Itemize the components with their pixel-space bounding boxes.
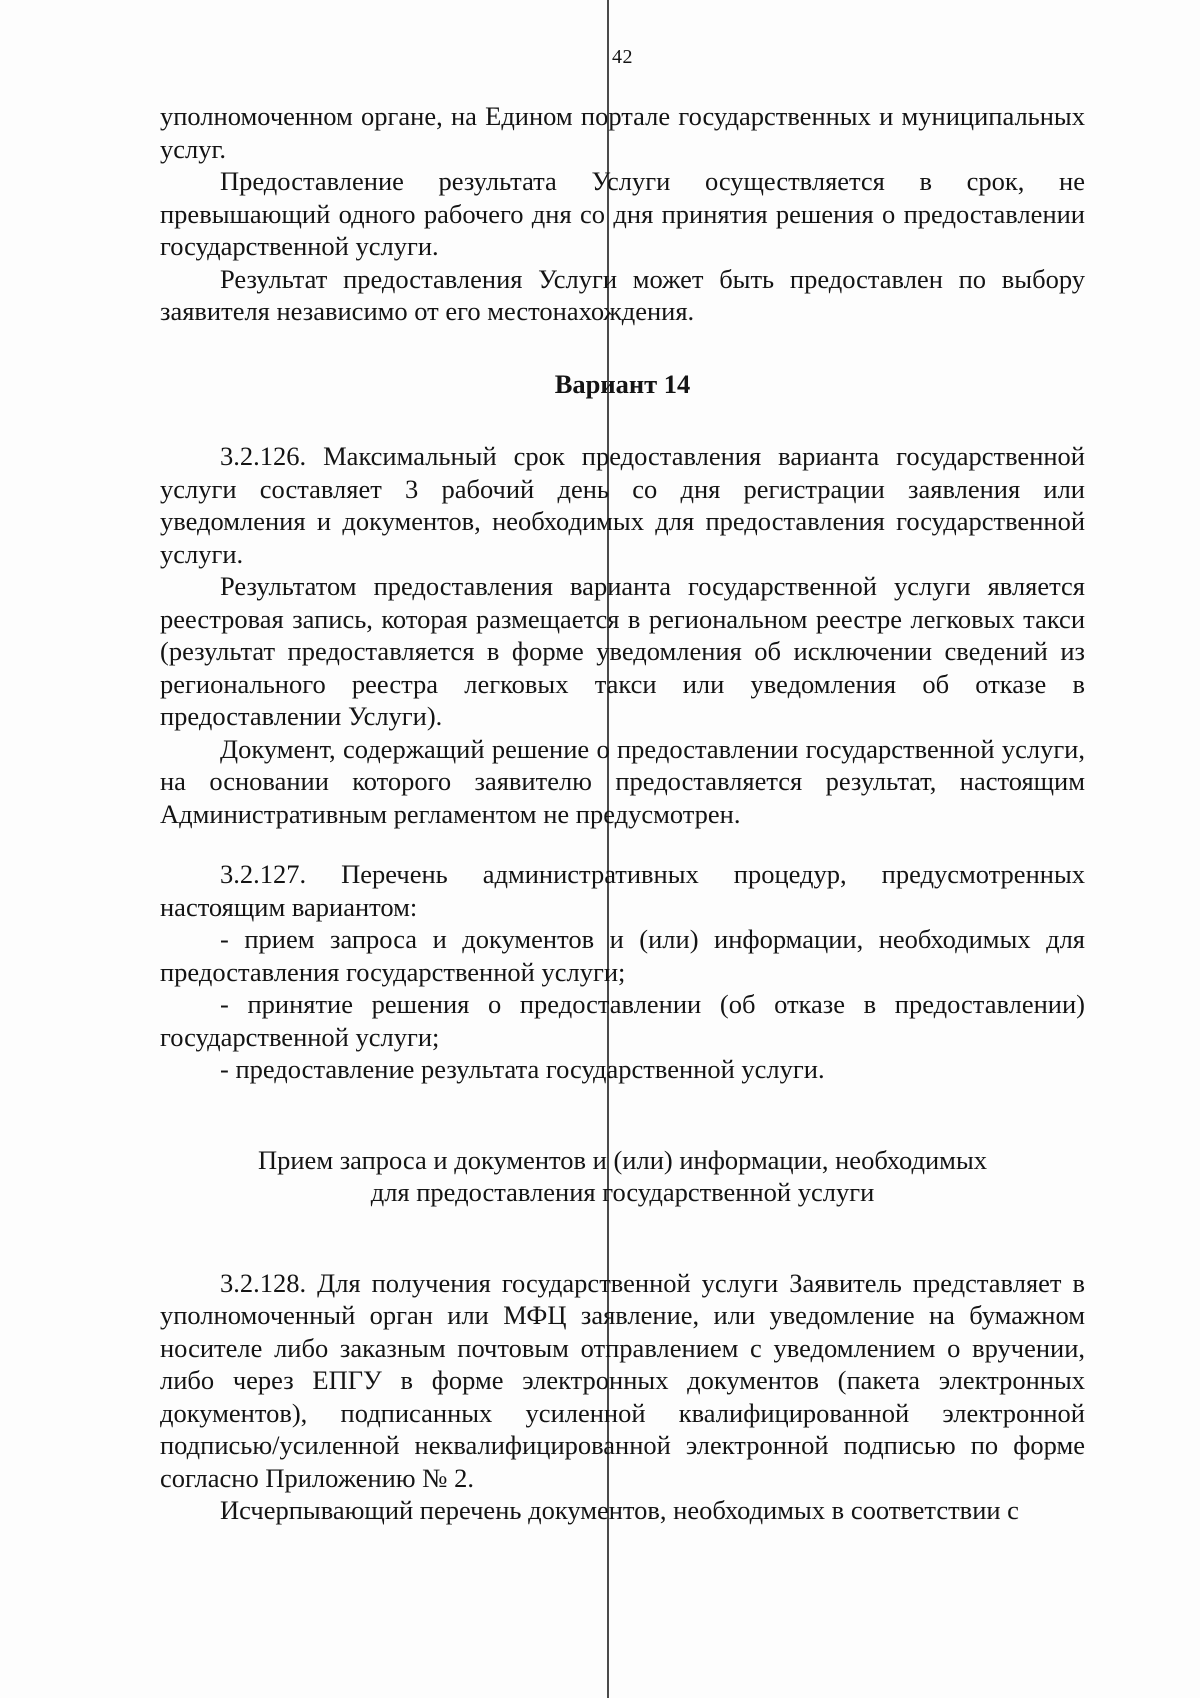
intro-paragraph-2: Предоставление результата Услуги осуществляется в срок, не превышающий одного рабочего дня со дня принятия решения о предоставлении государственной услуги.: [160, 166, 1085, 261]
intro-paragraph-1: уполномоченном органе, на Едином портале государственных и муниципальных услуг.: [160, 101, 1085, 164]
procedure-item: - прием запроса и документов и (или) информации, необходимых для предоставления государственной услуги;: [160, 924, 1085, 987]
procedure-item: - принятие решения о предоставлении (об отказе в предоставлении) государственной услуги;: [160, 989, 1085, 1052]
clause-3-2-126-result: Результатом предоставления варианта государственной услуги является реестровая запись, которая размещается в региональном реестре легковых такси (результат предоставляется в форме уведомления об исключении сведений из регионального реестра легковых такси или уведомления об отказе в предоставлении Услуги).: [160, 571, 1085, 731]
intro-paragraph-3: Результат предоставления Услуги может быть предоставлен по выбору заявителя независимо от его местонахождения.: [160, 263, 1085, 326]
clause-3-2-126: 3.2.126. Максимальный срок предоставления варианта государственной услуги составляет 3 рабочий день со дня регистрации заявления или уведомления и документов, необходимых для предоставления государственной услуги.: [160, 441, 1085, 569]
section-heading-line-1: Прием запроса и документов и (или) информации, необходимых: [257, 1144, 988, 1175]
clause-3-2-128: 3.2.128. Для получения государственной услуги Заявитель представляет в уполномоченный орган или МФЦ заявление, или уведомление на бумажном носителе либо заказным почтовым отправлением с уведомлением о вручении, либо через ЕПГУ в форме электронных документов (пакета электронных документов), подписанных усиленной квалифицированной электронной подписью/усиленной неквалифицированной электронной подписью по форме согласно Приложению № 2.: [160, 1267, 1085, 1493]
document-body: [160, 100, 1085, 1527]
section-heading-line-2: для предоставления государственной услуги: [370, 1177, 875, 1207]
procedure-item: - предоставление результата государственной услуги.: [220, 1054, 825, 1084]
clause-3-2-127: 3.2.127. Перечень административных процедур, предусмотренных настоящим вариантом:: [160, 859, 1085, 922]
clause-3-2-128-list: Исчерпывающий перечень документов, необходимых в соответствии с: [220, 1495, 1019, 1525]
variant-title: Вариант 14: [554, 368, 691, 399]
clause-3-2-126-document: Документ, содержащий решение о предоставлении государственной услуги, на основании которого заявителю предоставляется результат, настоящим Административным регламентом не предусмотрен.: [160, 733, 1085, 829]
page-number: 42: [612, 46, 633, 68]
